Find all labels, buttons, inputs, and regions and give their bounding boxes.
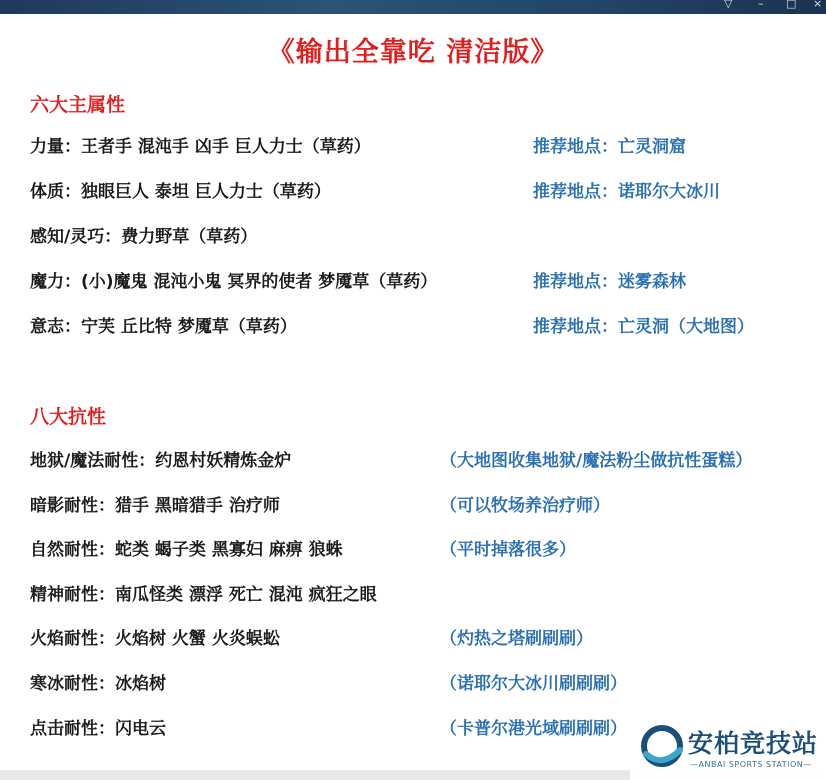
- chevron-down-icon[interactable]: ▽: [724, 0, 733, 10]
- resistance-tip: （诺耶尔大冰川刷刷刷）: [440, 674, 627, 694]
- resistance-tip: （灼热之塔刷刷刷）: [440, 629, 593, 649]
- recommended-location: 推荐地点：迷雾森林: [533, 272, 686, 292]
- window-title-bar: [0, 0, 826, 14]
- resistance-row: [30, 624, 593, 654]
- resistance-label: 暗影耐性：猎手 黑暗猎手 治疗师: [30, 496, 280, 516]
- guide-document: [0, 14, 826, 780]
- page-title: 《输出全靠吃 清洁版》: [267, 37, 559, 68]
- resistance-label: 精神耐性：南瓜怪类 漂浮 死亡 混沌 疯狂之眼: [30, 585, 377, 605]
- main-stat-row: [30, 222, 257, 252]
- stat-label: 感知/灵巧：费力野草（草药）: [30, 227, 258, 247]
- watermark: [630, 716, 826, 780]
- watermark-name: 安柏竞技站: [688, 729, 819, 758]
- stat-label: 意志：宁芙 丘比特 梦魇草（草药）: [30, 317, 297, 337]
- resistance-label: 火焰耐性：火焰树 火蟹 火炎蜈蚣: [30, 629, 280, 649]
- recommended-location: 推荐地点：亡灵洞（大地图）: [533, 317, 754, 337]
- recommended-location: 推荐地点：亡灵洞窟: [533, 137, 686, 157]
- close-icon[interactable]: ×: [813, 0, 823, 10]
- stat-label: 体质：独眼巨人 泰坦 巨人力士（草药）: [30, 182, 331, 202]
- stat-label: 魔力：(小)魔鬼 混沌小鬼 冥界的使者 梦魇草（草药）: [30, 272, 438, 292]
- resistance-row: [30, 446, 753, 476]
- resistance-label: 地狱/魔法耐性：约恩村妖精炼金炉: [30, 451, 292, 471]
- maximize-icon[interactable]: □: [786, 0, 797, 10]
- resistance-label: 寒冰耐性：冰焰树: [30, 674, 166, 694]
- main-stat-row: [30, 312, 754, 342]
- resistance-row: [30, 535, 576, 565]
- stat-label: 力量：王者手 混沌手 凶手 巨人力士（草药）: [30, 137, 371, 157]
- resistance-row: [30, 491, 610, 521]
- resistance-tip: （可以牧场养治疗师）: [440, 496, 610, 516]
- watermark-subtitle: —ANBAI SPORTS STATION—: [690, 760, 812, 769]
- resistance-tip: （平时掉落很多）: [440, 540, 576, 560]
- main-stat-row: [30, 177, 720, 207]
- section-heading-main-stats: 六大主属性: [30, 94, 126, 116]
- resistance-label: 点击耐性：闪电云: [30, 719, 166, 739]
- resistance-tip: （大地图收集地狱/魔法粉尘做抗性蛋糕）: [440, 451, 753, 471]
- section-heading-resistances: 八大抗性: [30, 406, 107, 428]
- recommended-location: 推荐地点：诺耶尔大冰川: [533, 182, 720, 202]
- resistance-row: [30, 714, 627, 744]
- main-stat-row: [30, 132, 686, 162]
- main-stat-row: [30, 267, 686, 297]
- resistance-row: [30, 669, 627, 699]
- site-logo-icon: [640, 724, 684, 768]
- resistance-row: [30, 580, 377, 610]
- minimize-icon[interactable]: –: [758, 0, 764, 10]
- resistance-label: 自然耐性：蛇类 蝎子类 黑寡妇 麻痹 狼蛛: [30, 540, 343, 560]
- resistance-tip: （卡普尔港光域刷刷刷）: [440, 719, 627, 739]
